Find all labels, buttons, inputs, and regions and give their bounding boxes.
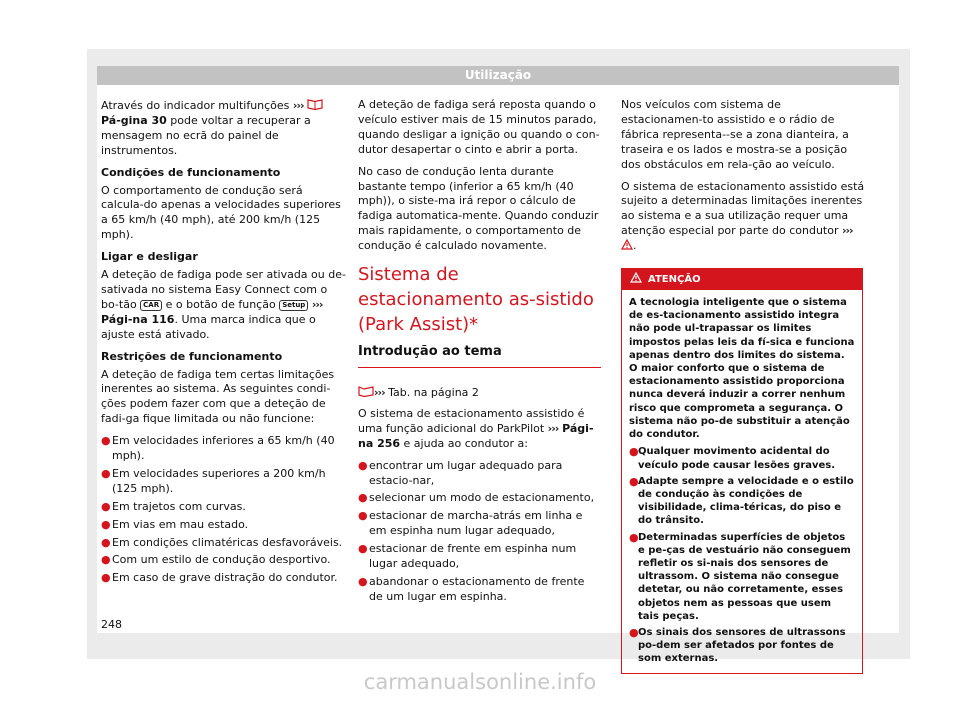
arrows-icon: ››› bbox=[292, 99, 304, 112]
list-item: ● Em velocidades superiores a 200 km/h (125 mph). bbox=[101, 466, 326, 495]
list-item: ● Com um estilo de condução desportivo. bbox=[101, 553, 331, 567]
list-item: ● Em velocidades inferiores a 65 km/h (40 mph). bbox=[101, 434, 335, 463]
list-item: ● Em caso de grave distração do condutor. bbox=[101, 571, 338, 585]
column-3 bbox=[621, 98, 865, 674]
list-item: ● abandonar o estacionamento de frente de um lugar em espinha. bbox=[358, 574, 585, 603]
list-item: ● Determinadas superfícies de objetos e pe-ças de vestuário não conseguem refletir os si-nais dos sensores de ultrassom. O sistema não consegue detetar, ou não corretamente, esses objetos nem as pessoas que usem tais peças. bbox=[629, 530, 851, 622]
page-link[interactable]: Pági-na 116 bbox=[101, 312, 175, 326]
table-reference bbox=[358, 386, 601, 401]
section-subtitle: Introdução ao tema bbox=[358, 345, 601, 368]
list-item: ● Em condições climatéricas desfavoráveis. bbox=[101, 535, 343, 549]
warning-header bbox=[622, 269, 862, 290]
warning-box bbox=[621, 268, 863, 673]
paragraph: Nos veículos com sistema de estacionamen-to assistido e o rádio de fábrica representa--se a zona dianteira, a traseira e os lados e mostra-se a posição dos obstáculos em rela-ção ao veículo. bbox=[621, 98, 849, 171]
page-header: Utilização bbox=[97, 66, 899, 85]
arrows-icon: ››› bbox=[841, 224, 853, 238]
paragraph: O comportamento de condução será calcula-do apenas a velocidades superiores a 65 km/h (40 mph), até 200 km/h (125 mph). bbox=[101, 183, 341, 242]
section-title: Sistema de estacionamento as-sistido (Park Assist)* bbox=[358, 264, 594, 336]
subheading: Ligar e desligar bbox=[101, 250, 198, 264]
page-link[interactable]: Tab. na página 2 bbox=[384, 385, 479, 399]
watermark: carmanualsonline.info bbox=[363, 670, 597, 694]
page-link[interactable]: Pági-na 256 bbox=[358, 421, 594, 450]
list-item: ● Qualquer movimento acidental do veículo pode causar lesões graves. bbox=[629, 445, 836, 471]
paragraph: No caso de condução lenta durante bastante tempo (inferior a 65 km/h (40 mph)), o siste-ma irá repor o cálculo de fadiga automatica-mente. Quando conduzir mais rapidamente, o comportamento de condução é calculado novamente. bbox=[358, 164, 599, 253]
setup-button-icon: Setup bbox=[279, 300, 308, 311]
list-item: ● encontrar um lugar adequado para estacio-nar, bbox=[358, 458, 563, 487]
warning-triangle-icon bbox=[621, 239, 633, 250]
warning-triangle-icon bbox=[630, 272, 642, 283]
subheading: Condições de funcionamento bbox=[101, 165, 281, 179]
list-item: ● estacionar de frente em espinha num lugar adequado, bbox=[358, 542, 577, 571]
list-item: ● estacionar de marcha-atrás em linha e em espinha num lugar adequado, bbox=[358, 509, 583, 538]
column-2 bbox=[358, 98, 601, 608]
list-item: ● Adapte sempre a velocidade e o estilo de condução às condições de visibilidade, clima-téricas, do piso e do trânsito. bbox=[629, 474, 854, 527]
page-number: 248 bbox=[101, 618, 122, 631]
paragraph: Através do indicador multifunções ››› Pá-gina 30 pode voltar a recuperar a mensagem no ecrã do painel de instrumentos. bbox=[101, 98, 346, 159]
arrows-icon: ››› bbox=[547, 421, 559, 435]
list-item: ● selecionar um modo de estacionamento, bbox=[358, 491, 595, 505]
table-icon bbox=[358, 386, 374, 397]
page-link[interactable]: Pá-gina 30 bbox=[101, 113, 167, 127]
paragraph: A deteção de fadiga pode ser ativada ou de-sativada no sistema Easy Connect com o bo-tão CAR e o botão de função Setup ››› Pági-na 116. Uma marca indica que o ajuste está ativado. bbox=[101, 268, 346, 341]
column-1 bbox=[101, 98, 346, 589]
paragraph: A deteção de fadiga tem certas limitações inerentes ao sistema. As seguintes condi-ções podem fazer com que a deteção de fadi-ga fique limitada ou não funcione: bbox=[101, 367, 335, 426]
book-icon bbox=[307, 98, 323, 110]
warning-body bbox=[622, 290, 862, 672]
paragraph: O sistema de estacionamento assistido está sujeito a determinadas limitações inerentes ao sistema e a sua utilização requer uma atenção especial por parte do condutor ››› . bbox=[621, 179, 865, 253]
list-item: ● Em trajetos com curvas. bbox=[101, 499, 246, 513]
arrows-icon: ››› bbox=[374, 385, 385, 399]
car-button-icon: CAR bbox=[140, 300, 162, 311]
paragraph: O sistema de estacionamento assistido é uma função adicional do ParkPilot ››› Pági-na 256 e ajuda ao condutor a: bbox=[358, 406, 594, 450]
paragraph: A deteção de fadiga será reposta quando o veículo estiver mais de 15 minutos parado, quando desligar a ignição ou quando o con-dutor desapertar o cinto e abrir a porta. bbox=[358, 98, 600, 156]
subheading: Restrições de funcionamento bbox=[101, 349, 283, 363]
list-item: ● Os sinais dos sensores de ultrassons po-dem ser afetados por fontes de som externas. bbox=[629, 625, 846, 665]
warning-title: ATENÇÃO bbox=[648, 274, 701, 286]
warning-text: A tecnologia inteligente que o sistema de es-tacionamento assistido integra não pode ul-trapassar os limites impostos pelas leis da fí-sica e funciona apenas dentro dos limites do sistema. O maior conforto que o sistema de estacionamento assistido proporciona nunca deverá induzir a correr nenhum risco que comprometa a segurança. O sistema não po-de substituir a atenção do condutor. bbox=[629, 297, 855, 441]
arrows-icon: ››› bbox=[311, 297, 323, 311]
list-item: ● Em vias em mau estado. bbox=[101, 517, 249, 531]
